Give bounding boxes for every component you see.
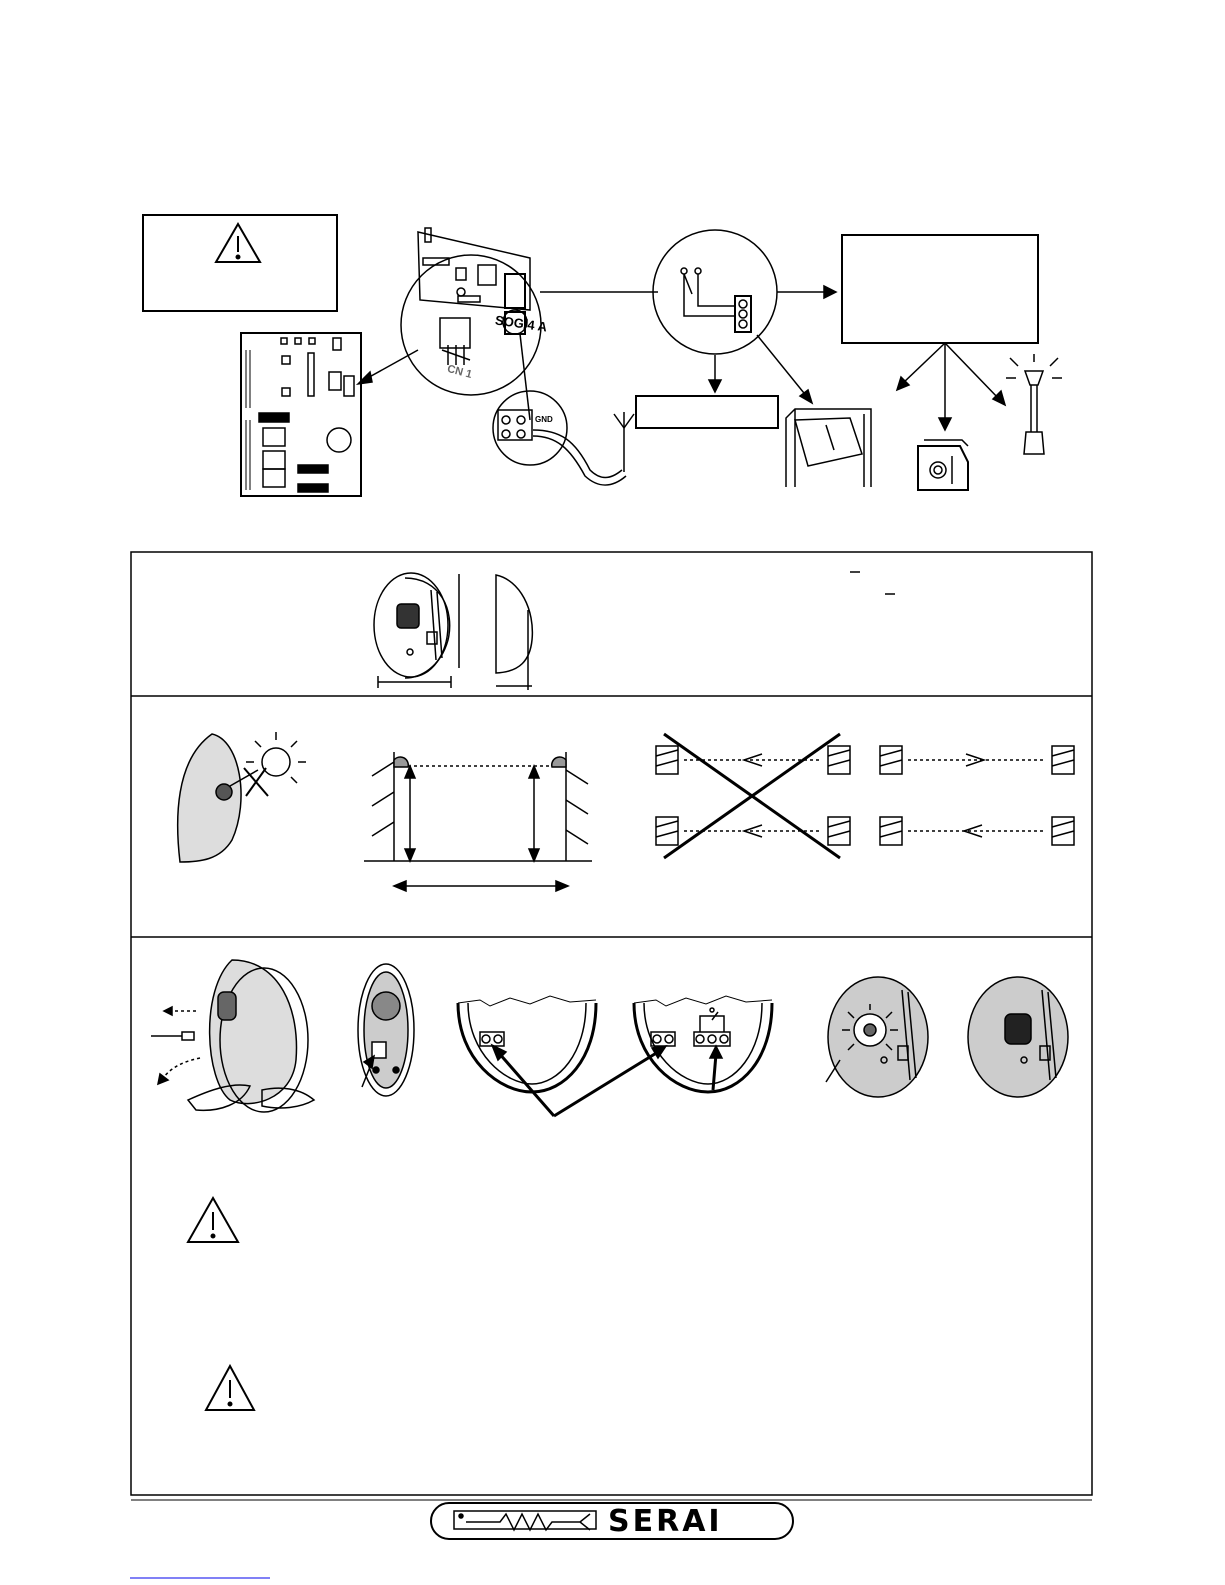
terminal-tx-diagram <box>458 996 596 1092</box>
description-box <box>636 396 778 428</box>
warning-triangle-icon <box>188 1198 238 1242</box>
relay-contact-zoom <box>653 230 777 354</box>
board-connector-label: CN 1 <box>445 362 474 382</box>
terminal-rx-diagram <box>634 996 772 1092</box>
mounting-height-diagram <box>364 752 592 891</box>
antenna-connector <box>493 391 626 485</box>
led-on-diagram <box>826 977 928 1097</box>
warning-triangle-icon <box>216 224 260 262</box>
photocell-icon <box>374 572 895 690</box>
garage-door-icon <box>786 409 871 487</box>
terminal-arrows <box>492 1045 722 1116</box>
board-model-label: SOG/4 A <box>494 312 549 335</box>
lamp-icon <box>1006 354 1062 454</box>
device-box <box>842 235 1038 343</box>
led-off-diagram <box>968 977 1068 1097</box>
siren-icon <box>918 440 968 490</box>
gnd-label: GND <box>535 415 553 424</box>
antenna-icon <box>614 412 634 472</box>
cover-removal-diagram <box>151 960 314 1112</box>
brand-name: SERAI <box>608 1504 723 1539</box>
photocell-sun-warning <box>178 732 306 862</box>
base-plate-diagram <box>358 964 414 1096</box>
arrow-module-to-board <box>364 350 418 380</box>
warning-triangle-icon <box>206 1366 254 1410</box>
beam-direction-diagram <box>656 734 1074 858</box>
control-board <box>241 333 361 496</box>
